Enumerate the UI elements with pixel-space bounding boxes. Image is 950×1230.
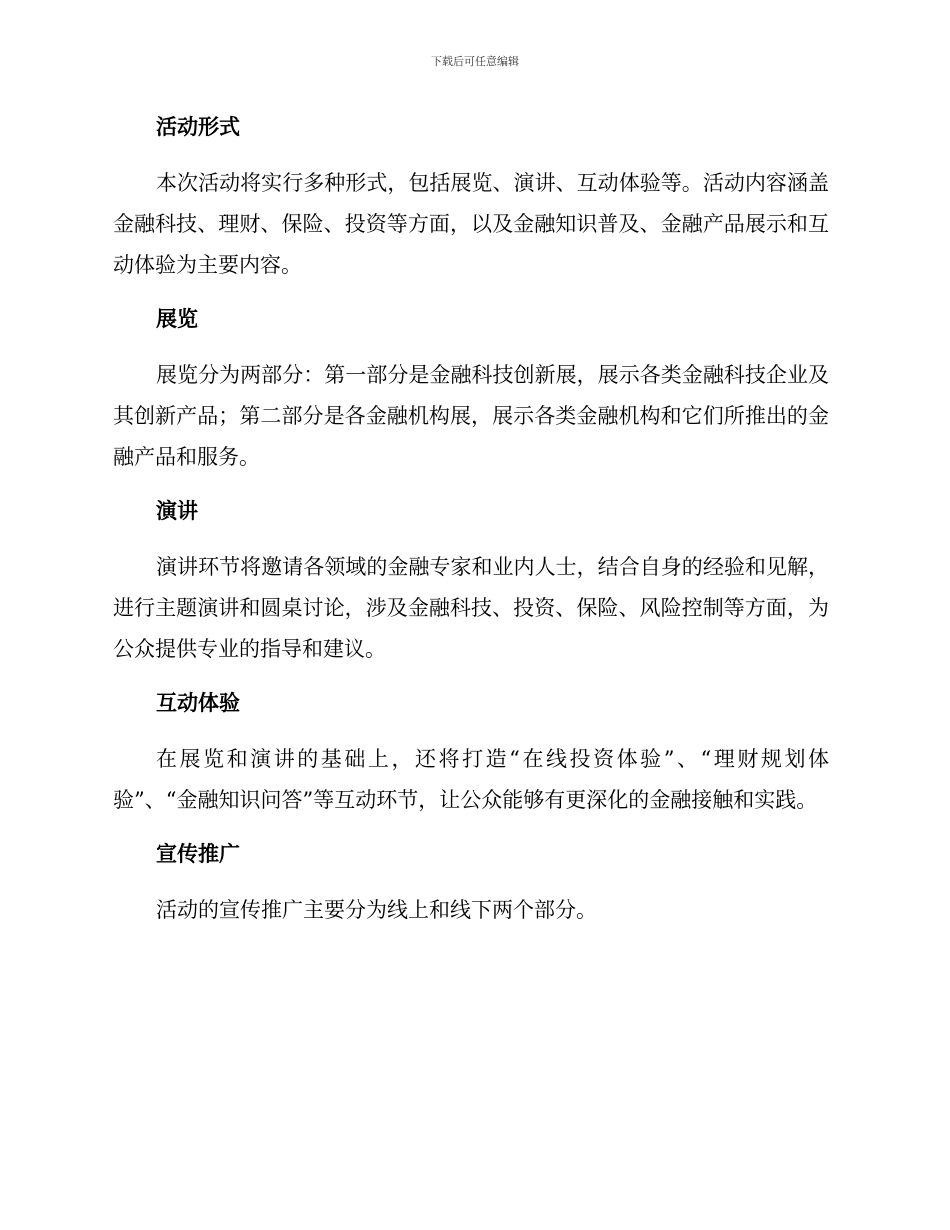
- page-header-note: 下载后可任意编辑: [431, 55, 519, 68]
- document-body: [113, 110, 829, 931]
- section-heading-interactive-experience: 互动体验: [156, 690, 240, 715]
- section-paragraph-exhibition: 展览分为两部分：第一部分是金融科技创新展，展示各类金融科技企业及其创新产品；第二部分是各金融机构展，展示各类金融机构和它们所推出的金融产品和服务。: [113, 363, 829, 469]
- section-heading-activity-format: 活动形式: [156, 114, 240, 139]
- section-paragraph-promotion: 活动的宣传推广主要分为线上和线下两个部分。: [156, 898, 597, 922]
- section-paragraph-activity-format: 本次活动将实行多种形式，包括展览、演讲、互动体验等。活动内容涵盖金融科技、理财、保险、投资等方面，以及金融知识普及、金融产品展示和互动体验为主要内容。: [113, 171, 829, 277]
- section-paragraph-interactive-experience: 在展览和演讲的基础上，还将打造“在线投资体验”、“理财规划体验”、“金融知识问答”等互动环节，让公众能够有更深化的金融接触和实践。: [113, 747, 829, 812]
- section-heading-promotion: 宣传推广: [156, 841, 240, 866]
- section-heading-speech: 演讲: [156, 498, 198, 523]
- section-paragraph-speech: 演讲环节将邀请各领域的金融专家和业内人士，结合自身的经验和见解，进行主题演讲和圆桌讨论，涉及金融科技、投资、保险、风险控制等方面，为公众提供专业的指导和建议。: [113, 555, 829, 661]
- section-heading-exhibition: 展览: [156, 306, 198, 331]
